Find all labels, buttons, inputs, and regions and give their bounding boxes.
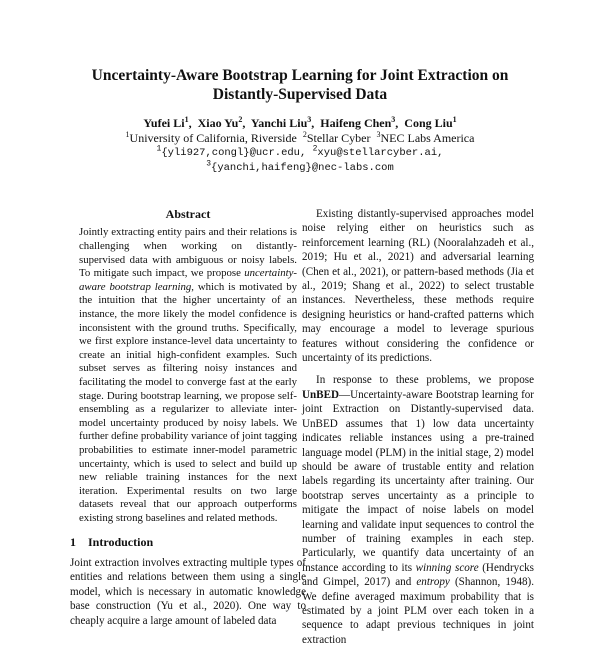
left-column — [70, 207, 306, 628]
section-heading-introduction: 1 Introduction — [70, 535, 154, 550]
body-paragraph: In response to these problems, we propose UnBED—Uncertainty-aware Bootstrap learning for joint Extraction on Distantly-supervised data. UnBED assumes that 1) low data uncertainty indicates reliable instances using a pre-trained language model (PLM) in the initial stage, 2) model should be aware of trustable entity and relation labels regarding its uncertainty after training. Our bootstrap serves uncertainty as a principle to mitigate the impact of noise labels on model learning and validate input sequences to control the number of training examples in each step. Particularly, we quantify data uncertainty of an instance according to its winning score (Hendrycks and Gimpel, 2017) and entropy (Shannon, 1948). We define averaged maximum probability that is estimated by a joint PLM over each token in a sequence to adapt previous techniques in joint extraction — [302, 374, 535, 646]
right-column — [302, 207, 534, 647]
intro-paragraph: Joint extraction involves extracting multiple types of entities and relations between them using a single model, which is necessary in automatic knowledge base construction (Yu et al., 2020). One way to cheaply acquire a large amount of labeled data — [70, 556, 306, 627]
title-line-1: Uncertainty-Aware Bootstrap Learning for Joint Extraction on — [91, 67, 509, 84]
abstract-text: Jointly extracting entity pairs and their relations is challenging when working on distantly-supervised data with ambiguous or noisy labels. To mitigate such impact, we propose uncertainty-aware bootstrap learning, which is motivated by the intuition that the higher uncertainty of an instance, the more likely the model confidence is inconsistent with the ground truths. Specifically, we first explore instance-level data uncertainty to create an initial high-confident examples. Such subset serves as filtering noisy instances and facilitating the model to converge fast at the early stage. During bootstrap learning, we propose self-ensembling as a regularizer to alleviate inter-model uncertainty produced by noisy labels. We further define probability variance of joint tagging probabilities to estimate inner-model parametric uncertainty, which is used to select and build up new reliable training instances for the next iteration. Experimental results on two large datasets reveal that our approach outperforms existing strong baselines and related methods. — [79, 226, 297, 524]
author-name: Haifeng Chen — [320, 116, 392, 130]
author-name: Cong Liu — [404, 116, 453, 130]
author-name: Xiao Yu — [197, 116, 239, 130]
emails-line-1: $^1${yli927,congl}@ucr.edu, $^2$xyu@stellarcyber.ai, — [156, 144, 444, 159]
author-names: Yufei Li$^1$, Xiao Yu$^2$, Yanchi Liu$^3$, Haifeng Chen$^3$, Cong Liu$^1$ — [143, 115, 457, 130]
abstract-heading: Abstract — [165, 207, 211, 221]
affiliations: $^1$University of California, Riverside $^2$Stellar Cyber $^3$NEC Labs America — [125, 130, 475, 145]
author-block — [0, 116, 600, 176]
author-name: Yufei Li — [143, 116, 185, 130]
title-line-2: Distantly-Supervised Data — [212, 86, 388, 103]
paper-title — [0, 66, 600, 104]
body-paragraph: Existing distantly-supervised approaches model noise relying either on heuristics such as reinforcement learning (RL) (Nooralahzadeh et al., 2019; Hu et al., 2021) and adversarial learning (Chen et al., 2021), or pattern-based methods (Jia et al., 2019; Shang et al., 2022) to select trustable instances. Nevertheless, these methods require designing heuristics or hand-crafted patterns which may encourage a model to leverage spurious features without considering the confidence or uncertainty of its predictions. — [302, 208, 534, 365]
emails-line-2: $^3${yanchi,haifeng}@nec-labs.com — [206, 159, 394, 174]
author-name: Yanchi Liu — [250, 116, 308, 130]
